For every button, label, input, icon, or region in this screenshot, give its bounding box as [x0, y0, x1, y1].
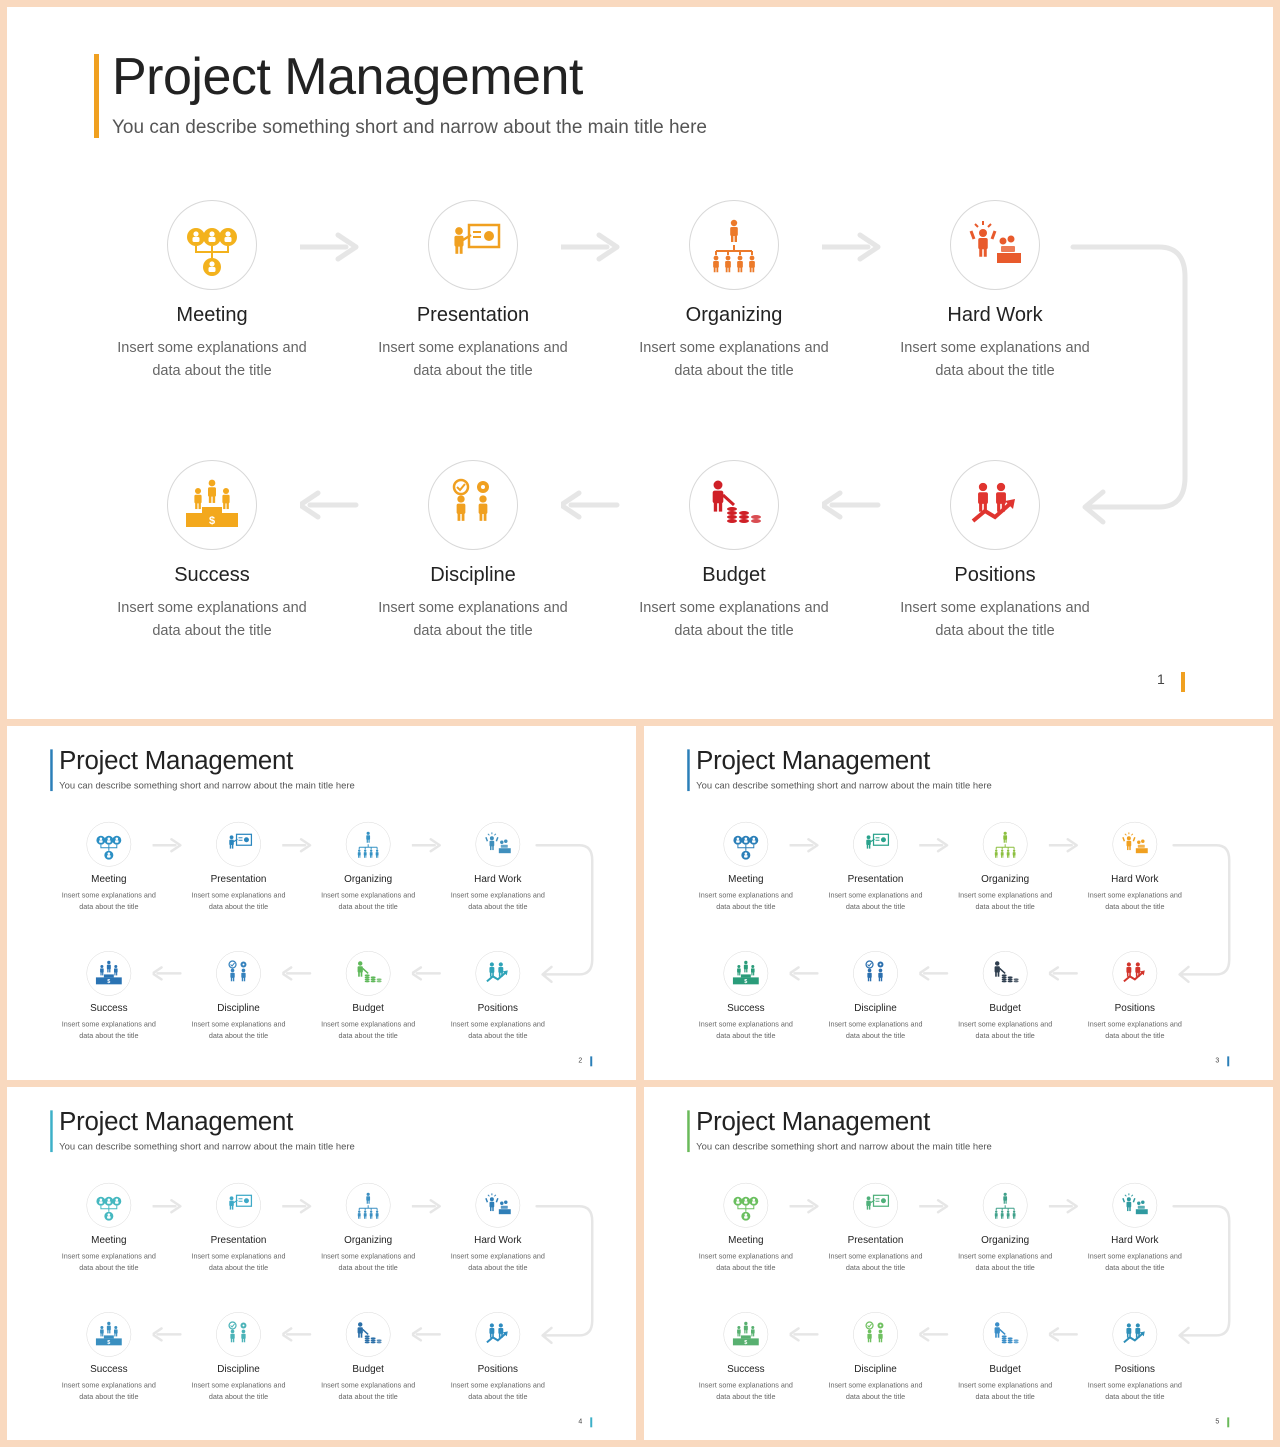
- step-presentation: [816, 1183, 935, 1274]
- step-title: Meeting: [91, 1234, 127, 1246]
- step-icon-circle: [216, 951, 261, 996]
- step-description: Insert some explanations and data about the title: [958, 891, 1053, 911]
- step-title: Organizing: [981, 873, 1030, 885]
- step-icon-circle: [983, 1183, 1028, 1228]
- step-title: Organizing: [685, 304, 783, 326]
- step-title: Success: [174, 564, 250, 586]
- meeting-icon: [92, 1188, 126, 1222]
- step-description: Insert some explanations and data about the title: [639, 340, 829, 379]
- step-description: Insert some explanations and data about the title: [900, 340, 1090, 379]
- step-icon-circle: [167, 460, 257, 550]
- presentation-icon: [859, 827, 893, 861]
- step-budget: [946, 951, 1065, 1042]
- step-icon-circle: [86, 1312, 131, 1357]
- step-icon-circle: [983, 1312, 1028, 1357]
- svg-text:$: $: [107, 1339, 111, 1346]
- slide-subtitle: You can describe something short and narrow about the main title here: [59, 780, 355, 792]
- step-title: Organizing: [344, 1234, 393, 1246]
- step-presentation: [816, 822, 935, 913]
- step-icon-circle: [723, 1183, 768, 1228]
- step-icon-circle: [167, 200, 257, 290]
- title-accent-bar: [50, 749, 52, 791]
- organizing-icon: [351, 827, 385, 861]
- step-success: [49, 1312, 168, 1403]
- step-description: Insert some explanations and data about the title: [117, 340, 307, 379]
- step-hard-work: [1075, 1183, 1194, 1274]
- slide-title: Project Management: [696, 746, 931, 776]
- step-title: Success: [90, 1002, 128, 1014]
- step-organizing: [309, 822, 428, 913]
- slide-4: [7, 1087, 636, 1440]
- success-icon: [178, 471, 246, 539]
- step-title: Budget: [352, 1002, 384, 1014]
- step-discipline: [179, 1312, 298, 1403]
- meeting-icon: [729, 1188, 763, 1222]
- step-description: Insert some explanations and data about the title: [698, 1381, 793, 1401]
- success-icon: [729, 1318, 763, 1352]
- step-title: Presentation: [847, 1234, 904, 1246]
- step-icon-circle: [346, 1312, 391, 1357]
- step-icon-circle: [853, 822, 898, 867]
- step-icon-circle: [216, 1183, 261, 1228]
- presentation-icon: [859, 1188, 893, 1222]
- step-budget: [309, 1312, 428, 1403]
- step-icon-circle: [475, 822, 520, 867]
- step-organizing: [946, 822, 1065, 913]
- step-title: Positions: [954, 564, 1036, 586]
- step-icon-circle: [689, 200, 779, 290]
- step-description: Insert some explanations and data about the title: [321, 1381, 416, 1401]
- success-icon: [92, 957, 126, 991]
- step-description: Insert some explanations and data about the title: [698, 1252, 793, 1272]
- budget-icon: [700, 471, 768, 539]
- step-icon-circle: [216, 1312, 261, 1357]
- step-icon-circle: [346, 951, 391, 996]
- step-icon-circle: [86, 951, 131, 996]
- page-number: 1: [1157, 671, 1165, 687]
- organizing-icon: [351, 1188, 385, 1222]
- slide-title: Project Management: [59, 1107, 294, 1137]
- step-description: Insert some explanations and data about the title: [828, 1381, 923, 1401]
- step-title: Meeting: [728, 873, 764, 885]
- step-description: Insert some explanations and data about the title: [450, 1252, 545, 1272]
- step-discipline: [816, 1312, 935, 1403]
- step-icon-circle: [475, 1312, 520, 1357]
- step-icon-circle: [1112, 1183, 1157, 1228]
- hard-work-icon: [481, 827, 515, 861]
- slide-5: [644, 1087, 1273, 1440]
- step-description: Insert some explanations and data about the title: [117, 600, 307, 639]
- step-icon-circle: [853, 1183, 898, 1228]
- step-presentation: [179, 1183, 298, 1274]
- step-description: Insert some explanations and data about the title: [1087, 891, 1182, 911]
- step-icon-circle: [86, 1183, 131, 1228]
- step-icon-circle: [723, 822, 768, 867]
- hard-work-icon: [1118, 827, 1152, 861]
- slide-subtitle: You can describe something short and narrow about the main title here: [696, 1141, 992, 1153]
- step-title: Presentation: [416, 304, 530, 326]
- step-title: Budget: [989, 1363, 1021, 1375]
- step-description: Insert some explanations and data about the title: [958, 1252, 1053, 1272]
- step-title: Hard Work: [474, 873, 522, 885]
- step-description: Insert some explanations and data about the title: [639, 600, 829, 639]
- budget-icon: [988, 957, 1022, 991]
- meeting-icon: [92, 827, 126, 861]
- step-icon-circle: [853, 1312, 898, 1357]
- step-icon-circle: [723, 951, 768, 996]
- step-discipline: [816, 951, 935, 1042]
- step-description: Insert some explanations and data about the title: [378, 340, 568, 379]
- discipline-icon: [439, 471, 507, 539]
- step-icon-circle: [428, 460, 518, 550]
- step-description: Insert some explanations and data about the title: [900, 600, 1090, 639]
- step-positions: [438, 951, 557, 1042]
- step-title: Meeting: [728, 1234, 764, 1246]
- step-description: Insert some explanations and data about the title: [698, 891, 793, 911]
- step-title: Hard Work: [1111, 1234, 1159, 1246]
- step-positions: [875, 460, 1115, 643]
- success-icon: [92, 1318, 126, 1352]
- step-description: Insert some explanations and data about the title: [450, 1381, 545, 1401]
- title-accent-bar: [687, 749, 689, 791]
- step-hard-work: [1075, 822, 1194, 913]
- step-budget: [309, 951, 428, 1042]
- title-accent-bar: [94, 54, 99, 138]
- presentation-icon: [222, 1188, 256, 1222]
- page-number: 4: [578, 1416, 583, 1425]
- svg-text:$: $: [208, 515, 216, 527]
- step-title: Success: [727, 1363, 765, 1375]
- step-description: Insert some explanations and data about the title: [321, 1020, 416, 1040]
- step-organizing: [309, 1183, 428, 1274]
- organizing-icon: [700, 211, 768, 279]
- step-title: Presentation: [210, 1234, 267, 1246]
- step-icon-circle: [346, 1183, 391, 1228]
- title-accent-bar: [50, 1110, 52, 1152]
- step-icon-circle: [689, 460, 779, 550]
- positions-icon: [1118, 1318, 1152, 1352]
- step-icon-circle: [950, 200, 1040, 290]
- step-icon-circle: [346, 822, 391, 867]
- step-hard-work: [438, 1183, 557, 1274]
- positions-icon: [481, 957, 515, 991]
- slide-subtitle: You can describe something short and narrow about the main title here: [59, 1141, 355, 1153]
- step-organizing: [614, 200, 854, 383]
- step-icon-circle: [428, 200, 518, 290]
- page-number: 2: [578, 1055, 583, 1064]
- step-description: Insert some explanations and data about the title: [958, 1020, 1053, 1040]
- step-description: Insert some explanations and data about the title: [698, 1020, 793, 1040]
- step-title: Meeting: [91, 873, 127, 885]
- step-description: Insert some explanations and data about the title: [321, 1252, 416, 1272]
- positions-icon: [961, 471, 1029, 539]
- step-description: Insert some explanations and data about the title: [1087, 1252, 1182, 1272]
- step-title: Positions: [477, 1363, 518, 1375]
- title-accent-bar: [687, 1110, 689, 1152]
- step-description: Insert some explanations and data about the title: [828, 1252, 923, 1272]
- step-title: Positions: [477, 1002, 518, 1014]
- slide-subtitle: You can describe something short and narrow about the main title here: [696, 780, 992, 792]
- step-discipline: [353, 460, 593, 643]
- budget-icon: [351, 1318, 385, 1352]
- discipline-icon: [222, 1318, 256, 1352]
- step-success: [49, 951, 168, 1042]
- step-title: Positions: [1114, 1002, 1155, 1014]
- step-description: Insert some explanations and data about the title: [321, 891, 416, 911]
- step-description: Insert some explanations and data about the title: [828, 891, 923, 911]
- step-description: Insert some explanations and data about the title: [61, 1020, 156, 1040]
- discipline-icon: [222, 957, 256, 991]
- step-icon-circle: [853, 951, 898, 996]
- step-meeting: [686, 1183, 805, 1274]
- svg-text:$: $: [107, 978, 111, 985]
- step-meeting: [49, 822, 168, 913]
- step-title: Organizing: [981, 1234, 1030, 1246]
- step-description: Insert some explanations and data about the title: [61, 1381, 156, 1401]
- step-presentation: [179, 822, 298, 913]
- step-description: Insert some explanations and data about the title: [450, 1020, 545, 1040]
- step-icon-circle: [1112, 951, 1157, 996]
- step-presentation: [353, 200, 593, 383]
- budget-icon: [988, 1318, 1022, 1352]
- step-description: Insert some explanations and data about the title: [450, 891, 545, 911]
- step-icon-circle: [950, 460, 1040, 550]
- step-positions: [1075, 1312, 1194, 1403]
- presentation-icon: [439, 211, 507, 279]
- step-title: Discipline: [217, 1363, 260, 1375]
- step-icon-circle: [983, 822, 1028, 867]
- step-icon-circle: [983, 951, 1028, 996]
- step-positions: [1075, 951, 1194, 1042]
- discipline-icon: [859, 957, 893, 991]
- hard-work-icon: [481, 1188, 515, 1222]
- step-title: Organizing: [344, 873, 393, 885]
- step-title: Success: [727, 1002, 765, 1014]
- budget-icon: [351, 957, 385, 991]
- step-description: Insert some explanations and data about the title: [378, 600, 568, 639]
- positions-icon: [481, 1318, 515, 1352]
- step-description: Insert some explanations and data about the title: [191, 1020, 286, 1040]
- page-number-bar: [1227, 1417, 1229, 1427]
- step-success: [686, 951, 805, 1042]
- organizing-icon: [988, 1188, 1022, 1222]
- step-title: Discipline: [217, 1002, 260, 1014]
- step-meeting: [686, 822, 805, 913]
- page-number-bar: [590, 1056, 592, 1066]
- page-number: 3: [1215, 1055, 1220, 1064]
- step-description: Insert some explanations and data about the title: [191, 891, 286, 911]
- hard-work-icon: [961, 211, 1029, 279]
- step-icon-circle: [1112, 822, 1157, 867]
- slide-3: [644, 726, 1273, 1080]
- step-description: Insert some explanations and data about the title: [1087, 1020, 1182, 1040]
- step-title: Success: [90, 1363, 128, 1375]
- step-organizing: [946, 1183, 1065, 1274]
- page-number-bar: [1181, 672, 1185, 692]
- step-title: Hard Work: [474, 1234, 522, 1246]
- step-meeting: [92, 200, 332, 383]
- slide-title: Project Management: [696, 1107, 931, 1137]
- step-icon-circle: [1112, 1312, 1157, 1357]
- page-number: 5: [1215, 1416, 1220, 1425]
- step-title: Discipline: [854, 1363, 897, 1375]
- step-icon-circle: [723, 1312, 768, 1357]
- step-title: Presentation: [847, 873, 904, 885]
- svg-text:$: $: [744, 1339, 748, 1346]
- positions-icon: [1118, 957, 1152, 991]
- step-description: Insert some explanations and data about the title: [958, 1381, 1053, 1401]
- step-title: Budget: [352, 1363, 384, 1375]
- hard-work-icon: [1118, 1188, 1152, 1222]
- step-title: Budget: [989, 1002, 1021, 1014]
- page-number-bar: [1227, 1056, 1229, 1066]
- step-title: Presentation: [210, 873, 267, 885]
- step-icon-circle: [216, 822, 261, 867]
- svg-text:$: $: [744, 978, 748, 985]
- success-icon: [729, 957, 763, 991]
- step-title: Meeting: [176, 304, 248, 326]
- step-budget: [614, 460, 854, 643]
- step-description: Insert some explanations and data about the title: [61, 1252, 156, 1272]
- page-number-bar: [590, 1417, 592, 1427]
- step-title: Hard Work: [1111, 873, 1159, 885]
- step-discipline: [179, 951, 298, 1042]
- slide-title: Project Management: [59, 746, 294, 776]
- step-title: Discipline: [854, 1002, 897, 1014]
- meeting-icon: [729, 827, 763, 861]
- meeting-icon: [178, 211, 246, 279]
- step-icon-circle: [475, 951, 520, 996]
- step-title: Discipline: [430, 564, 516, 586]
- organizing-icon: [988, 827, 1022, 861]
- slide-title: Project Management: [112, 48, 583, 106]
- slide-1: [7, 7, 1273, 719]
- step-icon-circle: [475, 1183, 520, 1228]
- slide-2: [7, 726, 636, 1080]
- step-description: Insert some explanations and data about the title: [191, 1252, 286, 1272]
- step-hard-work: [875, 200, 1115, 383]
- step-hard-work: [438, 822, 557, 913]
- slide-subtitle: You can describe something short and narrow about the main title here: [112, 117, 707, 138]
- step-title: Hard Work: [947, 304, 1043, 326]
- step-description: Insert some explanations and data about the title: [61, 891, 156, 911]
- step-description: Insert some explanations and data about the title: [828, 1020, 923, 1040]
- discipline-icon: [859, 1318, 893, 1352]
- step-positions: [438, 1312, 557, 1403]
- step-meeting: [49, 1183, 168, 1274]
- step-title: Budget: [702, 564, 766, 586]
- step-description: Insert some explanations and data about the title: [1087, 1381, 1182, 1401]
- step-description: Insert some explanations and data about the title: [191, 1381, 286, 1401]
- step-success: [92, 460, 332, 643]
- step-title: Positions: [1114, 1363, 1155, 1375]
- step-success: [686, 1312, 805, 1403]
- step-budget: [946, 1312, 1065, 1403]
- step-icon-circle: [86, 822, 131, 867]
- presentation-icon: [222, 827, 256, 861]
